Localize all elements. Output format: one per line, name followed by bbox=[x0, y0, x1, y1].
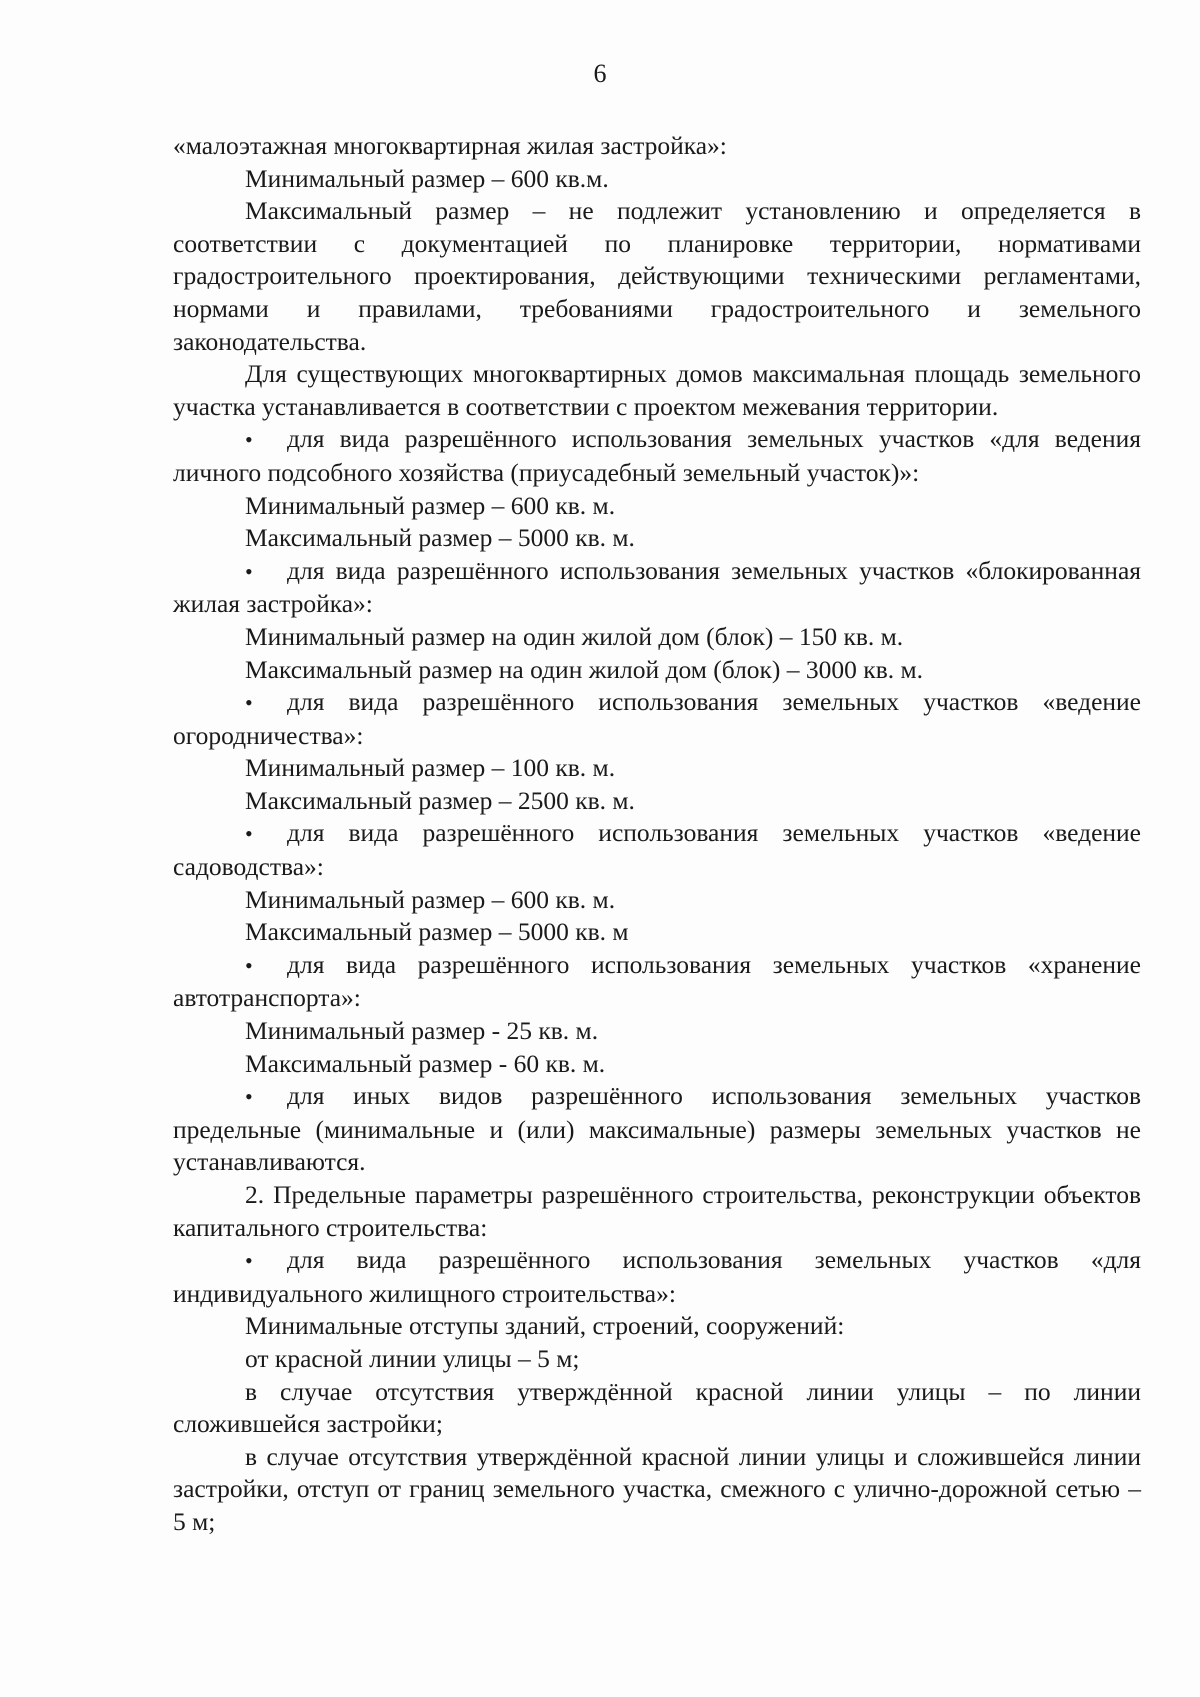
bullet-icon: • bbox=[245, 558, 253, 584]
list-item-text: для вида разрешённого использования земельных участков «для индивидуального жилищного строительства»: bbox=[173, 1245, 1141, 1308]
list-item-text: для вида разрешённого использования земельных участков «ведение садоводства»: bbox=[173, 818, 1141, 882]
list-item-individual-housing bbox=[173, 1244, 1141, 1310]
list-item-text: для вида разрешённого использования земельных участков «блокированная жилая застройка»: bbox=[173, 555, 1141, 619]
paragraph-no-red-line: в случае отсутствия утверждённой красной линии улицы – по линии сложившейся застройки; bbox=[173, 1376, 1141, 1439]
list-item-text: для вида разрешённого использования земельных участков «хранение автотранспорта»: bbox=[173, 949, 1141, 1013]
list-item-gardening bbox=[173, 686, 1141, 752]
bullet-icon: • bbox=[245, 427, 253, 453]
list-item-private-household bbox=[173, 423, 1141, 489]
bullet-icon: • bbox=[245, 821, 253, 847]
paragraph-existing-houses: Для существующих многоквартирных домов максимальная площадь земельного участка устанавливается в соответствии с проектом межевания территории. bbox=[173, 359, 1141, 421]
bullet-icon: • bbox=[245, 952, 253, 978]
list-item-text: для иных видов разрешённого использования земельных участков предельные (минимальные и (или) максимальные) размеры земельных участков не устанавливаются. bbox=[173, 1081, 1141, 1177]
paragraph-max-size: Максимальный размер – 5000 кв. м bbox=[245, 917, 629, 947]
paragraph-no-red-line-no-building: в случае отсутствия утверждённой красной линии улицы и сложившейся линии застройки, отступ от границ земельного участка, смежного с улично-дорожной сетью – 5 м; bbox=[173, 1441, 1141, 1536]
list-item-blocked-housing bbox=[173, 555, 1141, 621]
paragraph-max-size: Максимальный размер – 2500 кв. м. bbox=[245, 785, 635, 815]
bullet-icon: • bbox=[245, 1084, 253, 1110]
paragraph-min-size: Минимальный размер – 100 кв. м. bbox=[245, 753, 616, 783]
list-item-other-uses bbox=[173, 1080, 1141, 1179]
paragraph-max-size: Максимальный размер на один жилой дом (блок) – 3000 кв. м. bbox=[245, 654, 923, 684]
paragraph-max-size: Максимальный размер – 5000 кв. м. bbox=[245, 523, 635, 553]
paragraph-min-size: Минимальный размер - 25 кв. м. bbox=[245, 1016, 599, 1046]
list-item-vehicle-storage bbox=[173, 949, 1141, 1015]
bullet-icon: • bbox=[245, 690, 253, 716]
paragraph-zone-type: «малоэтажная многоквартирная жилая застройка»: bbox=[173, 131, 727, 160]
document-body bbox=[173, 130, 1141, 1539]
list-item-text: для вида разрешённого использования земельных участков «ведение огородничества»: bbox=[173, 687, 1141, 750]
paragraph-max-size: Максимальный размер – не подлежит установлению и определяется в соответствии с документацией по планировке территории, нормативами градостроительного проектирования, действующими техническими регламентами, нормами и правилами, требованиями градостроительного и земельного законодательства. bbox=[173, 196, 1141, 356]
paragraph-max-size: Максимальный размер - 60 кв. м. bbox=[245, 1048, 606, 1078]
list-item-text: для вида разрешённого использования земельных участков «для ведения личного подсобного хозяйства (приусадебный земельный участок)»: bbox=[173, 424, 1141, 487]
paragraph-min-size: Минимальный размер – 600 кв. м. bbox=[245, 490, 616, 520]
paragraph-min-size: Минимальный размер – 600 кв. м. bbox=[245, 884, 616, 914]
section-2-heading: 2. Предельные параметры разрешённого строительства, реконструкции объектов капитального строительства: bbox=[173, 1180, 1141, 1242]
paragraph-min-size: Минимальный размер – 600 кв.м. bbox=[245, 163, 609, 193]
bullet-icon: • bbox=[245, 1248, 253, 1274]
paragraph-min-size: Минимальный размер на один жилой дом (блок) – 150 кв. м. bbox=[245, 621, 904, 651]
paragraph-min-setbacks: Минимальные отступы зданий, строений, сооружений: bbox=[245, 1311, 845, 1341]
page-number: 6 bbox=[593, 59, 607, 88]
list-item-horticulture bbox=[173, 817, 1141, 883]
paragraph-red-line-setback: от красной линии улицы – 5 м; bbox=[245, 1343, 580, 1373]
